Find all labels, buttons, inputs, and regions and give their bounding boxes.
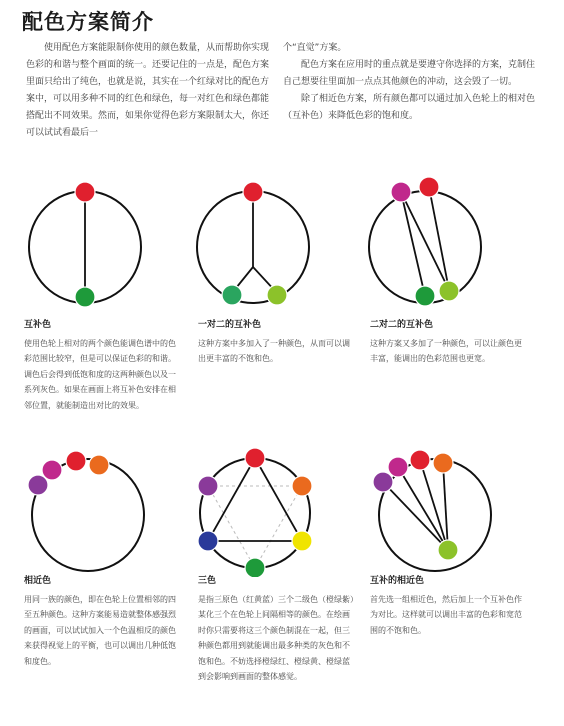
diagram-double-complementary: [363, 170, 503, 315]
caption-title: 互补的相近色: [370, 576, 425, 586]
connector-line: [232, 192, 253, 293]
purple-swatch: [198, 476, 218, 496]
caption-triad: [198, 574, 356, 685]
caption-title: 相近色: [24, 576, 52, 586]
triangle-dashed: [208, 458, 302, 541]
blue-swatch: [198, 531, 218, 551]
green-swatch: [75, 287, 95, 307]
diagram-complementary-analogous: [365, 440, 510, 580]
caption-double-complementary: [370, 318, 528, 367]
red-swatch: [245, 448, 265, 468]
intro-left-column: [26, 40, 276, 142]
diagram-complementary: [20, 175, 160, 315]
magenta-swatch: [42, 460, 62, 480]
triad-triangle: [208, 458, 302, 541]
red-swatch: [66, 451, 86, 471]
red-swatch: [419, 177, 439, 197]
intro-right-column: [283, 40, 541, 125]
caption-text: 这种方案又多加了一种颜色，可以让颜色更丰富，能调出的色彩范围也更宽。: [370, 338, 522, 363]
intro-paragraph-2: 配色方案在应用时的重点就是要遵守你选择的方案，克制住自己想要往里面加一点点其他颜色的冲动，这会毁了一切。: [283, 60, 536, 87]
yellow-swatch: [292, 531, 312, 551]
caption-text: 使用色轮上相对的两个颜色能调色谱中的色彩范围比较窄，但是可以保证色彩的和谐。调色后会得到低饱和度的这两种颜色以及一系列灰色。如果在画面上将互补色安排在相邻位置，就能制造出对比的效果。: [24, 338, 176, 410]
color-wheel-circle: [200, 458, 310, 568]
caption-text: 首先选一组相近色，然后加上一个互补色作为对比。这样就可以调出丰富的色彩和宽范围的不饱和色。: [370, 594, 522, 635]
caption-complementary: [24, 318, 182, 413]
diagram-analogous: [20, 440, 160, 580]
caption-complementary-analogous: [370, 574, 528, 638]
caption-title: 三色: [198, 576, 217, 586]
yellow-green-swatch: [438, 540, 458, 560]
caption-text: 这种方案中多加入了一种颜色，从而可以调出更丰富的不饱和色。: [198, 338, 350, 363]
caption-title: 二对二的互补色: [370, 320, 434, 330]
diagram-split-complementary: [190, 175, 330, 315]
connector-line: [398, 467, 448, 550]
connector-line: [429, 187, 449, 290]
purple-swatch: [373, 472, 393, 492]
caption-title: 一对二的互补色: [198, 320, 262, 330]
diagram-triad: [190, 437, 330, 577]
purple-swatch: [28, 475, 48, 495]
red-swatch: [75, 182, 95, 202]
caption-text: 用同一族的颜色，即在色轮上位置相邻的四至五种颜色。这种方案能易造就整体感强烈的画面，可以试试加入一个色温相反的颜色来获得视觉上的平衡，也可以调出几种低饱和度色。: [24, 594, 176, 666]
yellow-green-swatch: [267, 285, 287, 305]
caption-text: 是指三原色（红黄蓝）三个二级色（橙绿紫）某化三个在色轮上间隔相等的颜色。在绘画时你只需要将这三个颜色制混在一起，但三种颜色都用到就能调出最多种类的灰色和不饱和色。不妨选择橙绿红、橙绿黄、橙绿蓝到会影响到画面的整体感觉。: [198, 594, 354, 681]
intro-paragraph-3: 除了相近色方案，所有颜色都可以通过加入色轮上的相对色（互补色）来降低色彩的饱和度。: [283, 94, 536, 121]
caption-title: 互补色: [24, 320, 52, 330]
connector-line: [401, 192, 449, 290]
intro-paragraph-1: 使用配色方案能限制你使用的颜色数量，从而帮助你实现色彩的和谐与整个画面的统一。还要记住的一点是，配色方案里面只给出了纯色，也就是说，其实在一个红绿对比的配色方案中，可以用多种不同的红色和绿色，每一对红色和绿色都能搭配出不同效果。然而，如果你觉得色彩方案限制太大，你还可以试试看最后一: [26, 43, 270, 138]
intro-paragraph-continued: 个“直觉”方案。: [283, 43, 347, 53]
teal-green-swatch: [222, 285, 242, 305]
red-swatch: [243, 182, 263, 202]
caption-split-complementary: [198, 318, 356, 367]
triangle-dashed: [208, 486, 302, 568]
orange-swatch: [89, 455, 109, 475]
orange-swatch: [292, 476, 312, 496]
magenta-swatch: [388, 457, 408, 477]
page-title: 配色方案简介: [22, 10, 154, 34]
caption-analogous: [24, 574, 182, 669]
red-swatch: [410, 450, 430, 470]
yellow-green-swatch: [439, 281, 459, 301]
green-swatch: [415, 286, 435, 306]
magenta-swatch: [391, 182, 411, 202]
orange-swatch: [433, 453, 453, 473]
connector-line: [401, 192, 425, 296]
